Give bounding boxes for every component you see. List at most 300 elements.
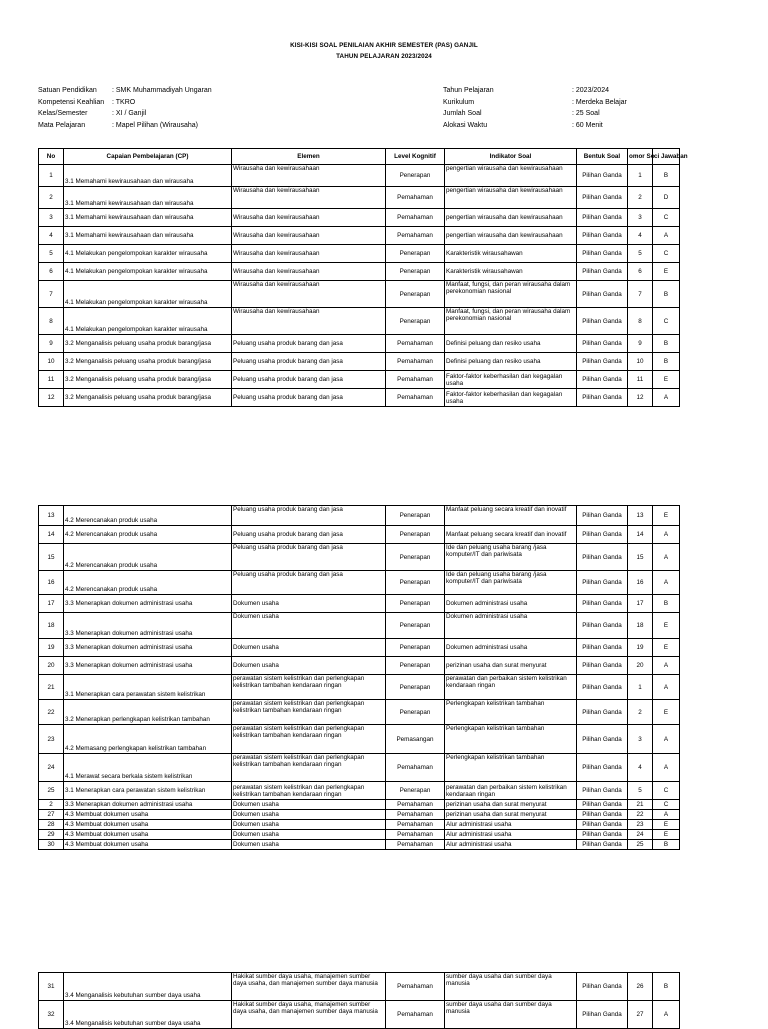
bentuk-cell: Pilihan Ganda xyxy=(577,830,628,840)
info-label: Mata Pelajaran xyxy=(38,121,86,129)
nomor-soal-cell: 23 xyxy=(628,820,653,830)
nomor-soal-cell: 22 xyxy=(628,810,653,820)
indikator-cell: Alur administrasi usaha xyxy=(445,840,577,850)
cp-cell: 4.1 Melakukan pengelompokan karakter wirausaha xyxy=(64,281,232,308)
document-title: KISI-KISI SOAL PENILAIAN AKHIR SEMESTER (PAS) GANJIL xyxy=(290,42,478,49)
column-header: Capaian Pembelajaran (CP) xyxy=(64,149,232,165)
indikator-cell: Faktor-faktor keberhasilan dan kegagalan usaha xyxy=(445,389,577,407)
table-row xyxy=(39,308,680,335)
cp-cell: 3.2 Menerapkan perlengkapan kelistrikan tambahan xyxy=(64,700,232,725)
bentuk-cell: Pilihan Ganda xyxy=(577,165,628,187)
bentuk-cell: Pilihan Ganda xyxy=(577,371,628,389)
bentuk-cell: Pilihan Ganda xyxy=(577,263,628,281)
nomor-soal-cell: 5 xyxy=(628,782,653,800)
info-label: Kurikulum xyxy=(443,98,475,106)
level-cell: Pemahaman xyxy=(386,973,445,1001)
table-row xyxy=(39,281,680,308)
bentuk-cell: Pilihan Ganda xyxy=(577,245,628,263)
kunci-jawaban-cell: A xyxy=(653,725,680,754)
indikator-cell: Definisi peluang dan resiko usaha xyxy=(445,353,577,371)
kunci-jawaban-cell: C xyxy=(653,209,680,227)
cp-cell: 4.2 Merencanakan produk usaha xyxy=(64,506,232,526)
row-number: 10 xyxy=(39,353,64,371)
row-number: 1 xyxy=(39,165,64,187)
table-row xyxy=(39,335,680,353)
table-row xyxy=(39,973,680,1001)
elemen-cell: Peluang usaha produk barang dan jasa xyxy=(232,353,386,371)
row-number: 19 xyxy=(39,639,64,657)
table-row xyxy=(39,209,680,227)
level-cell: Penerapan xyxy=(386,544,445,571)
elemen-cell: Peluang usaha produk barang dan jasa xyxy=(232,371,386,389)
table-row xyxy=(39,639,680,657)
row-number: 14 xyxy=(39,526,64,544)
level-cell: Pemahaman xyxy=(386,810,445,820)
info-left xyxy=(38,85,338,135)
bentuk-cell: Pilihan Ganda xyxy=(577,526,628,544)
level-cell: Pemahaman xyxy=(386,187,445,209)
table-row xyxy=(39,526,680,544)
bentuk-cell: Pilihan Ganda xyxy=(577,840,628,850)
cp-cell: 4.1 Melakukan pengelompokan karakter wirausaha xyxy=(64,263,232,281)
info-value: : Merdeka Belajar xyxy=(572,98,627,106)
elemen-cell: Dokumen usaha xyxy=(232,657,386,675)
table-row xyxy=(39,830,680,840)
cp-cell: 3.1 Memahami kewirausahaan dan wirausaha xyxy=(64,227,232,245)
kunci-jawaban-cell: A xyxy=(653,1001,680,1029)
column-header: Elemen xyxy=(232,149,386,165)
indikator-cell: Alur administrasi usaha xyxy=(445,830,577,840)
kunci-jawaban-cell: E xyxy=(653,263,680,281)
nomor-soal-cell: 10 xyxy=(628,353,653,371)
kunci-jawaban-cell: B xyxy=(653,840,680,850)
indikator-cell: Dokumen administrasi usaha xyxy=(445,639,577,657)
bentuk-cell: Pilihan Ganda xyxy=(577,506,628,526)
nomor-soal-cell: 1 xyxy=(628,165,653,187)
nomor-soal-cell: 16 xyxy=(628,571,653,595)
elemen-cell: Dokumen usaha xyxy=(232,639,386,657)
row-number: 23 xyxy=(39,725,64,754)
cp-cell: 4.3 Membuat dokumen usaha xyxy=(64,840,232,850)
level-cell: Penerapan xyxy=(386,595,445,613)
bentuk-cell: Pilihan Ganda xyxy=(577,613,628,639)
level-cell: Pemahaman xyxy=(386,389,445,407)
indikator-cell: pengertian wirausaha dan kewirausahaan xyxy=(445,209,577,227)
kunci-jawaban-cell: B xyxy=(653,281,680,308)
indikator-cell: Ide dan peluang usaha barang /jasa komputer/IT dan pariwisata xyxy=(445,571,577,595)
bentuk-cell: Pilihan Ganda xyxy=(577,725,628,754)
elemen-cell: Wirausaha dan kewirausahaan xyxy=(232,165,386,187)
cp-cell: 4.2 Memasang perlengkapan kelistrikan tambahan xyxy=(64,725,232,754)
row-number: 30 xyxy=(39,840,64,850)
cp-cell: 3.3 Menerapkan dokumen administrasi usaha xyxy=(64,613,232,639)
column-header: Bentuk Soal xyxy=(577,149,628,165)
bentuk-cell: Pilihan Ganda xyxy=(577,639,628,657)
level-cell: Penerapan xyxy=(386,526,445,544)
indikator-cell: Manfaat, fungsi, dan peran wirausaha dalam perekonomian nasional xyxy=(445,308,577,335)
nomor-soal-cell: 5 xyxy=(628,245,653,263)
indikator-cell: Perlengkapan kelistrikan tambahan xyxy=(445,754,577,782)
row-number: 12 xyxy=(39,389,64,407)
info-right xyxy=(443,85,673,135)
nomor-soal-cell: 1 xyxy=(628,675,653,700)
row-number: 21 xyxy=(39,675,64,700)
indikator-cell: Manfaat peluang secara kreatif dan inovatif xyxy=(445,526,577,544)
indikator-cell: Alur administrasi usaha xyxy=(445,820,577,830)
row-number: 2 xyxy=(39,800,64,810)
nomor-soal-cell: 18 xyxy=(628,613,653,639)
indikator-cell: Faktor-faktor keberhasilan dan kegagalan usaha xyxy=(445,371,577,389)
kunci-jawaban-cell: E xyxy=(653,639,680,657)
nomor-soal-cell: 13 xyxy=(628,506,653,526)
bentuk-cell: Pilihan Ganda xyxy=(577,281,628,308)
table-row xyxy=(39,657,680,675)
cp-cell: 4.2 Merencanakan produk usaha xyxy=(64,526,232,544)
kunci-jawaban-cell: A xyxy=(653,544,680,571)
bentuk-cell: Pilihan Ganda xyxy=(577,187,628,209)
kunci-jawaban-cell: D xyxy=(653,187,680,209)
table-row xyxy=(39,725,680,754)
kunci-jawaban-cell: C xyxy=(653,782,680,800)
info-label: Tahun Pelajaran xyxy=(443,87,494,94)
level-cell: Pemahaman xyxy=(386,335,445,353)
bentuk-cell: Pilihan Ganda xyxy=(577,754,628,782)
row-number: 13 xyxy=(39,506,64,526)
kunci-jawaban-cell: A xyxy=(653,526,680,544)
cp-cell: 3.1 Menerapkan cara perawatan sistem kelistrikan xyxy=(64,675,232,700)
elemen-cell: Peluang usaha produk barang dan jasa xyxy=(232,506,386,526)
cp-cell: 3.2 Menganalisis peluang usaha produk barang/jasa xyxy=(64,389,232,407)
kunci-jawaban-cell: B xyxy=(653,335,680,353)
row-number: 7 xyxy=(39,281,64,308)
indikator-cell: Perlengkapan kelistrikan tambahan xyxy=(445,725,577,754)
cp-cell: 3.1 Memahami kewirausahaan dan wirausaha xyxy=(64,209,232,227)
elemen-cell: Dokumen usaha xyxy=(232,800,386,810)
table-row xyxy=(39,389,680,407)
cp-cell: 4.3 Membuat dokumen usaha xyxy=(64,830,232,840)
nomor-soal-cell: 4 xyxy=(628,754,653,782)
indikator-cell: Manfaat peluang secara kreatif dan inovatif xyxy=(445,506,577,526)
column-header: No xyxy=(39,149,64,165)
elemen-cell: Dokumen usaha xyxy=(232,840,386,850)
cp-cell: 3.2 Menganalisis peluang usaha produk barang/jasa xyxy=(64,353,232,371)
kunci-jawaban-cell: B xyxy=(653,353,680,371)
row-number: 16 xyxy=(39,571,64,595)
elemen-cell: Hakikat sumber daya usaha, manajemen sumber daya usaha, dan manajemen sumber daya manusia xyxy=(232,1001,386,1029)
level-cell: Pemahaman xyxy=(386,353,445,371)
table-row xyxy=(39,595,680,613)
elemen-cell: perawatan sistem kelistrikan dan perlengkapan kelistrikan tambahan kendaraan ringan xyxy=(232,675,386,700)
level-cell: Pemahaman xyxy=(386,209,445,227)
indikator-cell: pengertian wirausaha dan kewirausahaan xyxy=(445,187,577,209)
elemen-cell: Peluang usaha produk barang dan jasa xyxy=(232,544,386,571)
table-row xyxy=(39,371,680,389)
nomor-soal-cell: 8 xyxy=(628,308,653,335)
level-cell: Penerapan xyxy=(386,571,445,595)
bentuk-cell: Pilihan Ganda xyxy=(577,353,628,371)
elemen-cell: perawatan sistem kelistrikan dan perlengkapan kelistrikan tambahan kendaraan ringan xyxy=(232,782,386,800)
kunci-jawaban-cell: B xyxy=(653,595,680,613)
nomor-soal-cell: 2 xyxy=(628,700,653,725)
table-row xyxy=(39,227,680,245)
bentuk-cell: Pilihan Ganda xyxy=(577,595,628,613)
elemen-cell: Wirausaha dan kewirausahaan xyxy=(232,281,386,308)
table-row xyxy=(39,613,680,639)
info-label: Alokasi Waktu xyxy=(443,121,488,129)
nomor-soal-cell: 9 xyxy=(628,335,653,353)
table-row xyxy=(39,810,680,820)
level-cell: Penerapan xyxy=(386,657,445,675)
elemen-cell: perawatan sistem kelistrikan dan perlengkapan kelistrikan tambahan kendaraan ringan xyxy=(232,700,386,725)
level-cell: Pemahaman xyxy=(386,1001,445,1029)
level-cell: Penerapan xyxy=(386,700,445,725)
column-header: Level Kognitif xyxy=(386,149,445,165)
table-row xyxy=(39,544,680,571)
info-value: : TKRO xyxy=(112,98,136,106)
indikator-cell: perizinan usaha dan surat menyurat xyxy=(445,810,577,820)
elemen-cell: Peluang usaha produk barang dan jasa xyxy=(232,571,386,595)
kunci-jawaban-cell: A xyxy=(653,754,680,782)
elemen-cell: Wirausaha dan kewirausahaan xyxy=(232,308,386,335)
table-row xyxy=(39,1001,680,1029)
table-row xyxy=(39,353,680,371)
elemen-cell: Wirausaha dan kewirausahaan xyxy=(232,245,386,263)
kunci-jawaban-cell: E xyxy=(653,700,680,725)
cp-cell: 3.3 Menerapkan dokumen administrasi usaha xyxy=(64,595,232,613)
table-row xyxy=(39,263,680,281)
cp-cell: 4.2 Merencanakan produk usaha xyxy=(64,571,232,595)
level-cell: Pemahaman xyxy=(386,830,445,840)
kunci-jawaban-cell: A xyxy=(653,227,680,245)
indikator-cell: sumber daya usaha dan sumber daya manusia xyxy=(445,1001,577,1029)
cp-cell: 3.1 Menerapkan cara perawatan sistem kelistrikan xyxy=(64,782,232,800)
level-cell: Penerapan xyxy=(386,281,445,308)
kunci-jawaban-cell: E xyxy=(653,371,680,389)
row-number: 5 xyxy=(39,245,64,263)
table-row xyxy=(39,782,680,800)
level-cell: Penerapan xyxy=(386,613,445,639)
bentuk-cell: Pilihan Ganda xyxy=(577,810,628,820)
kunci-jawaban-cell: B xyxy=(653,165,680,187)
level-cell: Penerapan xyxy=(386,506,445,526)
table-row xyxy=(39,700,680,725)
level-cell: Pemahaman xyxy=(386,800,445,810)
level-cell: Penerapan xyxy=(386,165,445,187)
info-value: : 60 Menit xyxy=(572,121,603,129)
level-cell: Penerapan xyxy=(386,245,445,263)
indikator-cell: perawatan dan perbaikan sistem kelistrikan kendaraan ringan xyxy=(445,782,577,800)
bentuk-cell: Pilihan Ganda xyxy=(577,209,628,227)
row-number: 28 xyxy=(39,820,64,830)
level-cell: Pemasangan xyxy=(386,725,445,754)
kunci-jawaban-cell: C xyxy=(653,800,680,810)
row-number: 27 xyxy=(39,810,64,820)
table-row xyxy=(39,571,680,595)
nomor-soal-cell: 26 xyxy=(628,973,653,1001)
bentuk-cell: Pilihan Ganda xyxy=(577,782,628,800)
nomor-soal-cell: 20 xyxy=(628,657,653,675)
table-row xyxy=(39,675,680,700)
nomor-soal-cell: 3 xyxy=(628,209,653,227)
nomor-soal-cell: 15 xyxy=(628,544,653,571)
kunci-jawaban-cell: C xyxy=(653,245,680,263)
bentuk-cell: Pilihan Ganda xyxy=(577,657,628,675)
nomor-soal-cell: 4 xyxy=(628,227,653,245)
cp-cell: 3.3 Menerapkan dokumen administrasi usaha xyxy=(64,639,232,657)
elemen-cell: Dokumen usaha xyxy=(232,830,386,840)
info-label: Kompetensi Keahlian xyxy=(38,98,105,106)
bentuk-cell: Pilihan Ganda xyxy=(577,1001,628,1029)
info-value: : 2023/2024 xyxy=(572,87,609,94)
elemen-cell: Peluang usaha produk barang dan jasa xyxy=(232,335,386,353)
row-number: 15 xyxy=(39,544,64,571)
indikator-cell: Dokumen administrasi usaha xyxy=(445,613,577,639)
cp-cell: 3.2 Menganalisis peluang usaha produk barang/jasa xyxy=(64,371,232,389)
level-cell: Penerapan xyxy=(386,782,445,800)
bentuk-cell: Pilihan Ganda xyxy=(577,227,628,245)
nomor-soal-cell: 19 xyxy=(628,639,653,657)
indikator-cell: Karakteristik wirausahawan xyxy=(445,245,577,263)
kunci-jawaban-cell: A xyxy=(653,657,680,675)
indikator-cell: Definisi peluang dan resiko usaha xyxy=(445,335,577,353)
row-number: 20 xyxy=(39,657,64,675)
document-subtitle: TAHUN PELAJARAN 2023/2024 xyxy=(336,53,432,60)
column-header: ci Jawaban xyxy=(653,149,680,165)
indikator-cell: Dokumen administrasi usaha xyxy=(445,595,577,613)
indikator-cell: Karakteristik wirausahawan xyxy=(445,263,577,281)
cp-cell: 4.2 Merencanakan produk usaha xyxy=(64,544,232,571)
kunci-jawaban-cell: E xyxy=(653,506,680,526)
elemen-cell: Wirausaha dan kewirausahaan xyxy=(232,227,386,245)
row-number: 25 xyxy=(39,782,64,800)
kunci-jawaban-cell: E xyxy=(653,830,680,840)
indikator-cell: Perlengkapan kelistrikan tambahan xyxy=(445,700,577,725)
bentuk-cell: Pilihan Ganda xyxy=(577,571,628,595)
cp-cell: 3.4 Menganalisis kebutuhan sumber daya usaha xyxy=(64,1001,232,1029)
cp-cell: 4.3 Membuat dokumen usaha xyxy=(64,820,232,830)
row-number: 29 xyxy=(39,830,64,840)
indikator-cell: pengertian wirausaha dan kewirausahaan xyxy=(445,227,577,245)
info-label: Kelas/Semester xyxy=(38,110,88,117)
level-cell: Penerapan xyxy=(386,675,445,700)
column-header: Indikator Soal xyxy=(445,149,577,165)
row-number: 22 xyxy=(39,700,64,725)
elemen-cell: Dokumen usaha xyxy=(232,595,386,613)
info-label: Jumlah Soal xyxy=(443,110,482,117)
elemen-cell: Peluang usaha produk barang dan jasa xyxy=(232,389,386,407)
level-cell: Pemahaman xyxy=(386,820,445,830)
info-value: : SMK Muhammadiyah Ungaran xyxy=(112,87,212,94)
level-cell: Pemahaman xyxy=(386,754,445,782)
row-number: 11 xyxy=(39,371,64,389)
table-row xyxy=(39,506,680,526)
level-cell: Pemahaman xyxy=(386,227,445,245)
elemen-cell: Wirausaha dan kewirausahaan xyxy=(232,209,386,227)
table-header-row xyxy=(39,149,680,165)
elemen-cell: Dokumen usaha xyxy=(232,810,386,820)
table-row xyxy=(39,820,680,830)
nomor-soal-cell: 12 xyxy=(628,389,653,407)
indikator-cell: Ide dan peluang usaha barang /jasa komputer/IT dan pariwisata xyxy=(445,544,577,571)
kunci-jawaban-cell: E xyxy=(653,613,680,639)
nomor-soal-cell: 27 xyxy=(628,1001,653,1029)
bentuk-cell: Pilihan Ganda xyxy=(577,973,628,1001)
cp-cell: 3.1 Memahami kewirausahaan dan wirausaha xyxy=(64,165,232,187)
row-number: 32 xyxy=(39,1001,64,1029)
cp-cell: 4.3 Membuat dokumen usaha xyxy=(64,810,232,820)
table-row xyxy=(39,165,680,187)
elemen-cell: perawatan sistem kelistrikan dan perlengkapan kelistrikan tambahan kendaraan ringan xyxy=(232,725,386,754)
info-value: : 25 Soal xyxy=(572,110,600,117)
level-cell: Pemahaman xyxy=(386,371,445,389)
bentuk-cell: Pilihan Ganda xyxy=(577,675,628,700)
bentuk-cell: Pilihan Ganda xyxy=(577,335,628,353)
row-number: 31 xyxy=(39,973,64,1001)
table-row xyxy=(39,800,680,810)
row-number: 24 xyxy=(39,754,64,782)
nomor-soal-cell: 21 xyxy=(628,800,653,810)
level-cell: Pemahaman xyxy=(386,840,445,850)
elemen-cell: Hakikat sumber daya usaha, manajemen sumber daya usaha, dan manajemen sumber daya manusia xyxy=(232,973,386,1001)
nomor-soal-cell: 17 xyxy=(628,595,653,613)
kisi-table-part-1 xyxy=(38,148,688,407)
row-number: 8 xyxy=(39,308,64,335)
kunci-jawaban-cell: A xyxy=(653,810,680,820)
table-row xyxy=(39,245,680,263)
row-number: 4 xyxy=(39,227,64,245)
elemen-cell: Dokumen usaha xyxy=(232,820,386,830)
nomor-soal-cell: 24 xyxy=(628,830,653,840)
elemen-cell: Dokumen usaha xyxy=(232,613,386,639)
bentuk-cell: Pilihan Ganda xyxy=(577,700,628,725)
table-row xyxy=(39,187,680,209)
kunci-jawaban-cell: C xyxy=(653,308,680,335)
nomor-soal-cell: 2 xyxy=(628,187,653,209)
indikator-cell: perizinan usaha dan surat menyurat xyxy=(445,657,577,675)
row-number: 6 xyxy=(39,263,64,281)
nomor-soal-cell: 11 xyxy=(628,371,653,389)
cp-cell: 4.1 Merawat secara berkala sistem kelistrikan xyxy=(64,754,232,782)
indikator-cell: perizinan usaha dan surat menyurat xyxy=(445,800,577,810)
nomor-soal-cell: 14 xyxy=(628,526,653,544)
bentuk-cell: Pilihan Ganda xyxy=(577,544,628,571)
indikator-cell: perawatan dan perbaikan sistem kelistrikan kendaraan ringan xyxy=(445,675,577,700)
row-number: 18 xyxy=(39,613,64,639)
column-header: omor So xyxy=(628,149,653,165)
bentuk-cell: Pilihan Ganda xyxy=(577,308,628,335)
cp-cell: 3.4 Menganalisis kebutuhan sumber daya usaha xyxy=(64,973,232,1001)
elemen-cell: Wirausaha dan kewirausahaan xyxy=(232,263,386,281)
nomor-soal-cell: 7 xyxy=(628,281,653,308)
table-row xyxy=(39,754,680,782)
kunci-jawaban-cell: B xyxy=(653,973,680,1001)
kunci-jawaban-cell: A xyxy=(653,571,680,595)
nomor-soal-cell: 3 xyxy=(628,725,653,754)
nomor-soal-cell: 6 xyxy=(628,263,653,281)
row-number: 3 xyxy=(39,209,64,227)
kunci-jawaban-cell: A xyxy=(653,675,680,700)
row-number: 17 xyxy=(39,595,64,613)
indikator-cell: pengertian wirausaha dan kewirausahaan xyxy=(445,165,577,187)
row-number: 9 xyxy=(39,335,64,353)
info-value: : XI / Ganjil xyxy=(112,110,147,117)
cp-cell: 3.2 Menganalisis peluang usaha produk barang/jasa xyxy=(64,335,232,353)
bentuk-cell: Pilihan Ganda xyxy=(577,820,628,830)
cp-cell: 3.1 Memahami kewirausahaan dan wirausaha xyxy=(64,187,232,209)
indikator-cell: sumber daya usaha dan sumber daya manusia xyxy=(445,973,577,1001)
level-cell: Penerapan xyxy=(386,308,445,335)
kunci-jawaban-cell: A xyxy=(653,389,680,407)
